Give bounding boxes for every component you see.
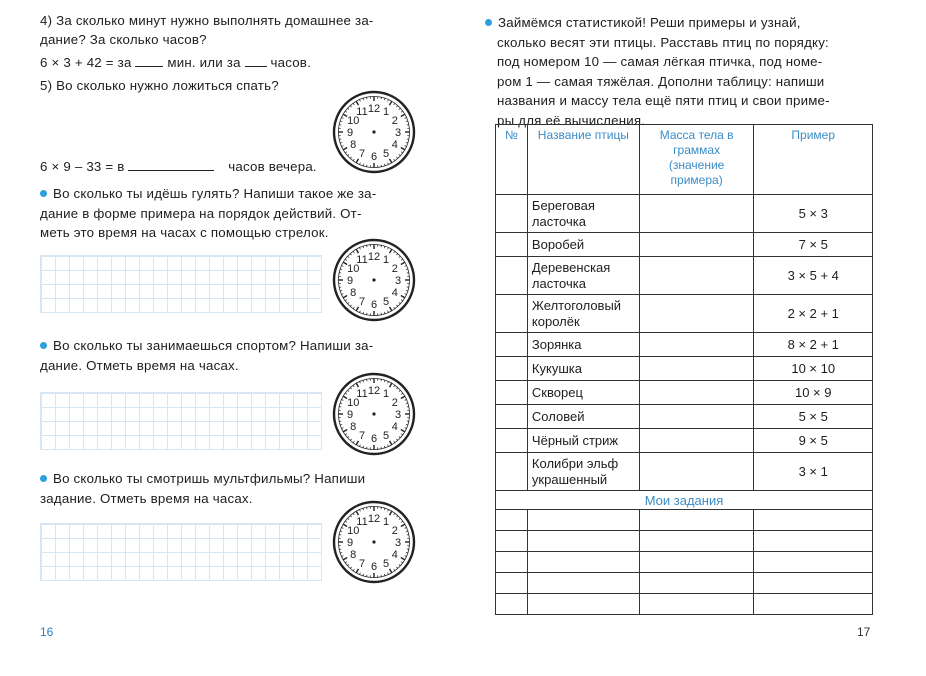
table-row: [496, 295, 873, 333]
header-bird-name: Название птицы: [527, 125, 639, 195]
clock-number: 10: [347, 525, 360, 537]
clock-number: 7: [358, 429, 366, 442]
clock-face-icon[interactable]: [332, 90, 416, 179]
mass-cell[interactable]: [639, 333, 754, 357]
q4-line-1: 4) За сколько минут нужно выполнять домашнее за-: [40, 13, 374, 28]
clock-number: 3: [394, 409, 402, 421]
bird-name: Скворец: [527, 381, 639, 405]
task-sport-line: дание. Отметь время на часах.: [40, 357, 239, 373]
bird-name: Чёрный стриж: [527, 429, 639, 453]
rank-cell[interactable]: [496, 257, 528, 295]
bird-name: Колибри эльф украшенный: [527, 453, 639, 491]
rank-cell[interactable]: [496, 573, 528, 594]
mass-cell[interactable]: [639, 295, 754, 333]
clock-number: 2: [391, 263, 398, 275]
table-row: [496, 552, 873, 573]
task-walk-line: дание в форме примера на порядок действий. От-: [40, 205, 362, 221]
clock-number: 8: [350, 549, 357, 561]
intro-line: названия и массу тела ещё пяти птиц и свои приме-: [497, 93, 830, 108]
answer-blank[interactable]: [245, 53, 267, 67]
writing-grid[interactable]: [40, 392, 322, 450]
bird-name-cell[interactable]: [527, 531, 639, 552]
task-sport-line: Во сколько ты занимаешься спортом? Напиши за-: [40, 336, 373, 356]
clock-number: 4: [391, 287, 398, 299]
bird-name-cell[interactable]: [527, 552, 639, 573]
table-row: [496, 195, 873, 233]
example-cell[interactable]: [754, 531, 873, 552]
clock-number: 9: [346, 127, 354, 139]
intro-line: Займёмся статистикой! Реши примеры и узнай,: [481, 13, 830, 33]
table-row: [496, 233, 873, 257]
page-number-left: 16: [40, 625, 54, 639]
clock-number: 4: [391, 549, 398, 561]
table-row: [496, 531, 873, 552]
clock-number: 6: [370, 561, 378, 573]
rank-cell[interactable]: [496, 453, 528, 491]
bird-name: Береговая ласточка: [527, 195, 639, 233]
example-cell: 7 × 5: [754, 233, 873, 257]
clock-face-icon[interactable]: [332, 238, 416, 327]
bird-mass-table: [495, 124, 873, 615]
q4-equation: [40, 53, 311, 73]
example-cell: 9 × 5: [754, 429, 873, 453]
mass-cell[interactable]: [639, 552, 754, 573]
clock-number: 9: [346, 409, 354, 421]
mass-cell[interactable]: [639, 357, 754, 381]
q5-equation-start: 6 × 9 – 33 = в: [40, 159, 125, 174]
clock-number: 10: [347, 115, 360, 127]
task-cartoons-line: Во сколько ты смотришь мультфильмы? Напиши: [40, 469, 365, 489]
intro-line: ром 1 — самая тяжёлая. Дополни таблицу: напиши: [497, 73, 825, 89]
bird-name: Кукушка: [527, 357, 639, 381]
bullet-icon: [40, 342, 47, 349]
clock-number: 11: [356, 106, 368, 119]
mass-cell[interactable]: [639, 257, 754, 295]
rank-cell[interactable]: [496, 594, 528, 615]
example-cell: 10 × 10: [754, 357, 873, 381]
bird-name: Соловей: [527, 405, 639, 429]
rank-cell[interactable]: [496, 552, 528, 573]
example-cell: 8 × 2 + 1: [754, 333, 873, 357]
clock-number: 6: [370, 433, 378, 445]
rank-cell[interactable]: [496, 531, 528, 552]
task-walk: [40, 184, 376, 243]
clock-number: 6: [370, 299, 378, 311]
example-cell[interactable]: [754, 594, 873, 615]
page-number-right: 17: [857, 625, 871, 639]
example-cell: 2 × 2 + 1: [754, 295, 873, 333]
header-number: №: [496, 125, 528, 195]
clock-number: 5: [382, 557, 390, 570]
task-cartoons-line: задание. Отметь время на часах.: [40, 490, 253, 506]
task-walk-line: меть это время на часах с помощью стрелок.: [40, 225, 329, 240]
clock-number: 9: [346, 275, 354, 287]
task-cartoons: [40, 469, 365, 508]
clock-number: 12: [367, 513, 381, 525]
example-cell: 5 × 3: [754, 195, 873, 233]
mass-cell[interactable]: [639, 531, 754, 552]
writing-grid[interactable]: [40, 523, 322, 581]
statistics-intro: [481, 13, 830, 130]
intro-line: ры для её вычисления.: [497, 112, 646, 128]
bird-name-cell[interactable]: [527, 594, 639, 615]
clock-number: 8: [350, 287, 357, 299]
clock-number: 1: [382, 254, 390, 267]
rank-cell[interactable]: [496, 233, 528, 257]
bullet-icon: [485, 19, 492, 26]
rank-cell[interactable]: [496, 510, 528, 531]
answer-blank[interactable]: [135, 53, 163, 67]
example-cell[interactable]: [754, 552, 873, 573]
clock-number: 12: [367, 385, 381, 397]
writing-grid[interactable]: [40, 255, 322, 313]
clock-number: 3: [394, 537, 402, 549]
q5-equation-end: часов вечера.: [228, 159, 317, 174]
header-mass: Масса тела в граммах (значение примера): [639, 125, 754, 195]
example-cell: 3 × 1: [754, 453, 873, 491]
mass-cell[interactable]: [639, 510, 754, 531]
table-row: [496, 381, 873, 405]
rank-cell[interactable]: [496, 295, 528, 333]
clock-face-icon[interactable]: [332, 500, 416, 589]
table-row: [496, 257, 873, 295]
rank-cell[interactable]: [496, 195, 528, 233]
intro-line: под номером 10 — самая лёгкая птичка, под номе-: [497, 54, 823, 69]
mass-cell[interactable]: [639, 405, 754, 429]
clock-number: 1: [382, 388, 390, 401]
q5-line: 5) Во сколько нужно ложиться спать?: [40, 78, 279, 93]
table-row: [496, 429, 873, 453]
table-row: [496, 510, 873, 531]
table-row: [496, 357, 873, 381]
mass-cell[interactable]: [639, 594, 754, 615]
clock-number: 2: [391, 525, 398, 537]
clock-number: 7: [358, 147, 366, 160]
example-cell: 3 × 5 + 4: [754, 257, 873, 295]
clock-number: 9: [346, 537, 354, 549]
clock-face-icon[interactable]: [332, 372, 416, 461]
mass-cell[interactable]: [639, 453, 754, 491]
clock-number: 1: [382, 516, 390, 529]
clock-number: 6: [370, 151, 378, 163]
bird-name-cell[interactable]: [527, 573, 639, 594]
table-row: [496, 333, 873, 357]
clock-number: 11: [356, 388, 368, 401]
table-row: [496, 453, 873, 491]
bullet-icon: [40, 475, 47, 482]
mass-cell[interactable]: [639, 429, 754, 453]
example-cell: 10 × 9: [754, 381, 873, 405]
clock-number: 12: [367, 251, 381, 263]
clock-number: 5: [382, 147, 390, 160]
bullet-icon: [40, 190, 47, 197]
my-tasks-label: Мои задания: [496, 491, 873, 510]
rank-cell[interactable]: [496, 405, 528, 429]
clock-number: 7: [358, 557, 366, 570]
example-cell[interactable]: [754, 510, 873, 531]
bird-name: Деревенская ласточка: [527, 257, 639, 295]
rank-cell[interactable]: [496, 381, 528, 405]
clock-number: 8: [350, 421, 357, 433]
mass-cell[interactable]: [639, 573, 754, 594]
q4-equation-mid: мин. или за: [167, 55, 241, 70]
clock-number: 12: [367, 103, 381, 115]
clock-number: 10: [347, 397, 360, 409]
intro-line: сколько весят эти птицы. Расставь птиц по порядку:: [497, 34, 829, 50]
bird-name: Зорянка: [527, 333, 639, 357]
clock-number: 8: [350, 139, 357, 151]
clock-number: 5: [382, 295, 390, 308]
rank-cell[interactable]: [496, 333, 528, 357]
clock-number: 5: [382, 429, 390, 442]
example-cell[interactable]: [754, 573, 873, 594]
table-row: [496, 573, 873, 594]
clock-number: 3: [394, 275, 402, 287]
clock-number: 11: [356, 516, 368, 529]
clock-number: 10: [347, 263, 360, 275]
bird-name: Воробей: [527, 233, 639, 257]
answer-blank[interactable]: [128, 157, 214, 171]
q4-line-2: дание? За сколько часов?: [40, 32, 207, 47]
rank-cell[interactable]: [496, 429, 528, 453]
my-tasks-row: [496, 491, 873, 510]
mass-cell[interactable]: [639, 195, 754, 233]
clock-number: 7: [358, 295, 366, 308]
table-row: [496, 405, 873, 429]
header-example: Пример: [754, 125, 873, 195]
example-cell: 5 × 5: [754, 405, 873, 429]
clock-number: 2: [391, 115, 398, 127]
table-row: [496, 594, 873, 615]
task-walk-line: Во сколько ты идёшь гулять? Напиши такое же за-: [40, 184, 376, 204]
q5-equation: [40, 157, 317, 177]
mass-cell[interactable]: [639, 381, 754, 405]
clock-number: 4: [391, 421, 398, 433]
clock-number: 3: [394, 127, 402, 139]
clock-number: 1: [382, 106, 390, 119]
q4-equation-end: часов.: [270, 55, 311, 70]
clock-number: 11: [356, 254, 368, 267]
table-header-row: [496, 125, 873, 195]
mass-cell[interactable]: [639, 233, 754, 257]
rank-cell[interactable]: [496, 357, 528, 381]
bird-name-cell[interactable]: [527, 510, 639, 531]
clock-number: 4: [391, 139, 398, 151]
q4-equation-start: 6 × 3 + 42 = за: [40, 55, 132, 70]
bird-name: Желтоголовый королёк: [527, 295, 639, 333]
task-sport: [40, 336, 373, 375]
clock-number: 2: [391, 397, 398, 409]
